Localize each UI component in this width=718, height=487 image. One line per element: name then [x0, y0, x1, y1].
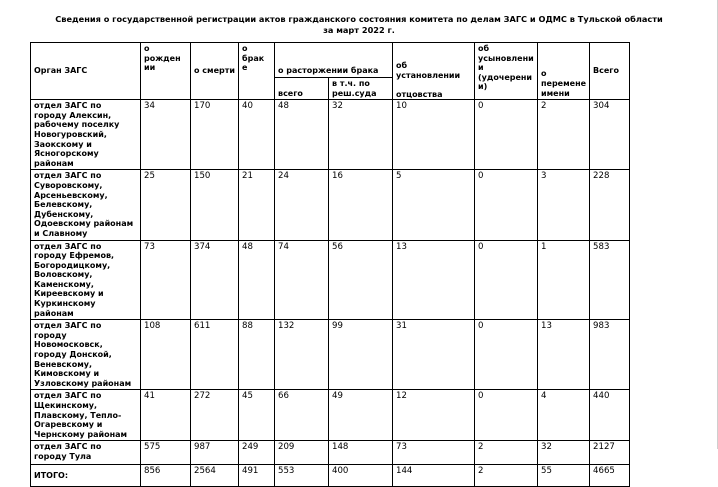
divorce-total-cell: 48	[275, 100, 329, 170]
name-change-total-cell: 55	[538, 465, 590, 487]
divorce-court-cell: 16	[329, 170, 393, 240]
marriage-cell: 48	[239, 240, 275, 320]
divorce-court-cell: 32	[329, 100, 393, 170]
header-row-1	[31, 43, 630, 78]
marriage-cell: 88	[239, 320, 275, 390]
divorce-total-cell: 24	[275, 170, 329, 240]
divorce-total-cell: 209	[275, 441, 329, 465]
header-marriage: о брак е	[239, 43, 275, 100]
total-cell: 440	[590, 390, 630, 441]
marriage-total-cell: 491	[239, 465, 275, 487]
organ-cell: отдел ЗАГС по Суворовскому, Арсеньевскому, Белевскому, Дубенскому, Одоевскому районам и Славному	[31, 170, 141, 240]
total-cell: 304	[590, 100, 630, 170]
header-divorce-court: в т.ч. по реш.суда	[329, 78, 393, 100]
name-change-cell: 32	[538, 441, 590, 465]
report-title-line2: за март 2022 г.	[323, 25, 395, 35]
organ-cell: отдел ЗАГС по Щекинскому, Плавскому, Тепло- Огаревскому и Чернскому районам	[31, 390, 141, 441]
adoption-cell: 0	[475, 240, 538, 320]
divorce-court-cell: 148	[329, 441, 393, 465]
name-change-cell: 3	[538, 170, 590, 240]
header-divorce: о расторжении брака	[275, 43, 393, 78]
report-title-line1: Сведения о государственной регистрации актов гражданского состояния комитета по делам ЗАГС и ОДМС в Тульской области	[55, 14, 663, 24]
divorce-court-sum-cell: 400	[329, 465, 393, 487]
organ-cell: отдел ЗАГС по городу Алексин, рабочему поселку Новогуровский, Заокскому и Ясногорскому районам	[31, 100, 141, 170]
paternity-cell: 12	[393, 390, 475, 441]
adoption-cell: 0	[475, 100, 538, 170]
table-row	[31, 320, 630, 390]
divorce-court-cell: 49	[329, 390, 393, 441]
organ-cell: отдел ЗАГС по городу Тула	[31, 441, 141, 465]
marriage-cell: 21	[239, 170, 275, 240]
name-change-cell: 13	[538, 320, 590, 390]
divorce-total-cell: 66	[275, 390, 329, 441]
marriage-cell: 40	[239, 100, 275, 170]
table-row	[31, 441, 630, 465]
birth-total-cell: 856	[141, 465, 191, 487]
header-total: Всего	[590, 43, 630, 100]
header-paternity: об установлении отцовства	[393, 43, 475, 100]
paternity-cell: 10	[393, 100, 475, 170]
birth-cell: 25	[141, 170, 191, 240]
header-name-change: о перемене имени	[538, 43, 590, 100]
divorce-total-sum-cell: 553	[275, 465, 329, 487]
total-cell: 2127	[590, 441, 630, 465]
registration-table	[30, 42, 630, 487]
organ-cell: отдел ЗАГС по городу Новомосковск, городу Донской, Веневскому, Кимовскому и Узловскому районам	[31, 320, 141, 390]
table-row	[31, 240, 630, 320]
totals-label: ИТОГО:	[31, 465, 141, 487]
name-change-cell: 2	[538, 100, 590, 170]
header-organ: Орган ЗАГС	[31, 43, 141, 100]
marriage-cell: 45	[239, 390, 275, 441]
birth-cell: 575	[141, 441, 191, 465]
totals-row	[31, 465, 630, 487]
death-cell: 987	[191, 441, 239, 465]
name-change-cell: 4	[538, 390, 590, 441]
birth-cell: 41	[141, 390, 191, 441]
birth-cell: 73	[141, 240, 191, 320]
paternity-cell: 31	[393, 320, 475, 390]
birth-cell: 34	[141, 100, 191, 170]
total-cell: 583	[590, 240, 630, 320]
grand-total-cell: 4665	[590, 465, 630, 487]
adoption-cell: 2	[475, 441, 538, 465]
marriage-cell: 249	[239, 441, 275, 465]
table-row	[31, 100, 630, 170]
table-row	[31, 170, 630, 240]
divorce-total-cell: 74	[275, 240, 329, 320]
header-death: о смерти	[191, 43, 239, 100]
death-cell: 150	[191, 170, 239, 240]
table-row	[31, 390, 630, 441]
death-cell: 272	[191, 390, 239, 441]
name-change-cell: 1	[538, 240, 590, 320]
birth-cell: 108	[141, 320, 191, 390]
header-adoption: об усыновлени и (удочерени и)	[475, 43, 538, 100]
header-birth: о рожден ии	[141, 43, 191, 100]
header-divorce-total: всего	[275, 78, 329, 100]
report-title	[0, 14, 718, 36]
paternity-total-cell: 144	[393, 465, 475, 487]
adoption-cell: 0	[475, 320, 538, 390]
total-cell: 983	[590, 320, 630, 390]
adoption-cell: 0	[475, 170, 538, 240]
paternity-cell: 13	[393, 240, 475, 320]
divorce-total-cell: 132	[275, 320, 329, 390]
paternity-cell: 5	[393, 170, 475, 240]
adoption-cell: 0	[475, 390, 538, 441]
death-cell: 374	[191, 240, 239, 320]
total-cell: 228	[590, 170, 630, 240]
death-cell: 611	[191, 320, 239, 390]
paternity-cell: 73	[393, 441, 475, 465]
divorce-court-cell: 99	[329, 320, 393, 390]
adoption-total-cell: 2	[475, 465, 538, 487]
organ-cell: отдел ЗАГС по городу Ефремов, Богородицкому, Воловскому, Каменскому, Киреевскому и Куркинскому районам	[31, 240, 141, 320]
death-cell: 170	[191, 100, 239, 170]
death-total-cell: 2564	[191, 465, 239, 487]
divorce-court-cell: 56	[329, 240, 393, 320]
